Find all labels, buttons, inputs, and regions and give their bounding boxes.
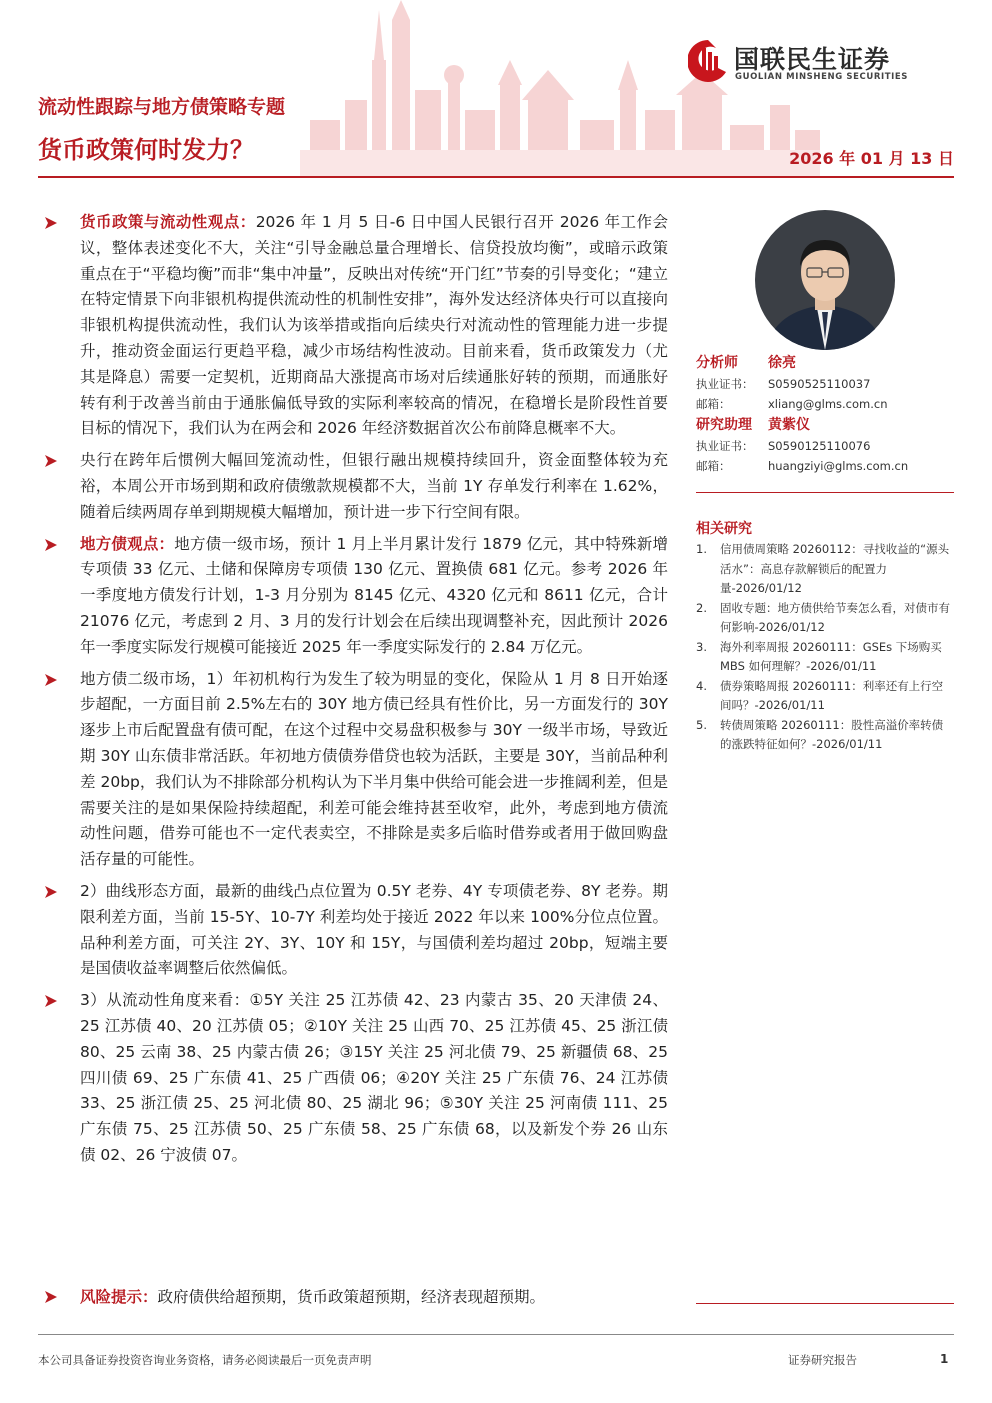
paragraph-text: 2026 年 1 月 5 日-6 日中国人民银行召开 2026 年工作会议，整体表述变化不大，关注“引导金融总量合理增长、信贷投放均衡”，或暗示政策重点在于“平稳均衡”而非“集中冲量”，反映出对传统“开门红”节奏的引导变化；“建立在特定情景下向非银机构提供流动性的机制性安排”，海外发达经济体央行可以直接向非银机构提供流动性，我们认为该举措或指向后续央行对流动性的管理能力进一步提升，推动资金面运行更趋平稳，减少市场结构性波动。目前来看，货币政策发力（尤其是降息）需要一定契机，近期商品大涨提高市场对后续通胀好转的预期，而通胀好转有利于改善当前由于通胀偏低导致的实际利率较高的情况，在稳增长是阶段性首要目标的情况下，我们认为在两会和 2026 年经济数据首次公布前降息概率不大。: [80, 213, 668, 438]
related-item[interactable]: [696, 716, 954, 755]
assistant-cert-row: [696, 436, 954, 456]
related-item-text: 信用债周策略 20260112：寻找收益的“源头活水”：高息存款解锁后的配置力量-2026/01/12: [720, 542, 950, 595]
footer-doc-type: 证券研究报告: [788, 1353, 857, 1367]
footer-disclaimer: 本公司具备证券投资咨询业务资格，请务必阅读最后一页免责声明: [38, 1353, 372, 1367]
analyst-cert: S0590525110037: [768, 377, 871, 391]
related-item-number: 1.: [696, 542, 707, 556]
related-item-number: 4.: [696, 678, 707, 693]
cert-label: 执业证书：: [696, 439, 754, 453]
arrow-bullet-icon: [44, 994, 58, 1008]
footer-divider: [38, 1334, 954, 1335]
logo-chinese-name: 国联民生证券: [734, 45, 891, 74]
cert-label: 执业证书：: [696, 377, 754, 391]
paragraph-liquidity-picks: [38, 988, 668, 1169]
arrow-bullet-icon: [44, 538, 58, 552]
related-item-number: 3.: [696, 639, 707, 654]
sidebar-divider: [696, 492, 954, 493]
arrow-bullet-icon: [44, 454, 58, 468]
analyst-info: [696, 352, 954, 476]
analyst-email-row: [696, 394, 954, 414]
paragraph-monetary-policy: [38, 210, 668, 442]
arrow-bullet-icon: [44, 885, 58, 899]
assistant-role: 研究助理: [696, 417, 752, 433]
report-date: 2026 年 01 月 13 日: [789, 149, 954, 168]
paragraph-text: 地方债一级市场，预计 1 月上半月累计发行 1879 亿元，其中特殊新增专项债 33 亿元、土储和保障房专项债 130 亿元、置换债 681 亿元。参考 2026 年一季度地方债发行计划，1-3 月分别为 8145 亿元、4320 亿元和 8611 亿元，合计 21076 亿元，考虑到 2 月、3 月的发行计划会在后续出现调整补充，因此预计 2026 年一季度实际发行规模可能接近 2025 年一季度实际发行的 2.84 万亿元。: [80, 534, 668, 656]
related-research-list: [696, 540, 954, 755]
analyst-email[interactable]: xliang@glms.com.cn: [768, 397, 888, 411]
assistant-name: 黄紫仪: [768, 417, 810, 433]
arrow-bullet-icon: [44, 673, 58, 687]
paragraph-lead: 地方债观点：: [80, 534, 175, 553]
arrow-bullet-icon: [44, 216, 58, 230]
logo-mark-icon: [688, 38, 728, 84]
header-divider: [38, 176, 954, 178]
assistant-email[interactable]: huangziyi@glms.com.cn: [768, 459, 909, 473]
analyst-role: 分析师: [696, 355, 738, 371]
main-content: [38, 210, 668, 1175]
assistant-email-row: [696, 456, 954, 476]
related-item-text: 固收专题：地方债供给节奏怎么看，对债市有何影响-2026/01/12: [720, 600, 950, 634]
paragraph-secondary-market: [38, 667, 668, 873]
paragraph-lead: 货币政策与流动性观点：: [80, 213, 256, 231]
paragraph-text: 央行在跨年后惯例大幅回笼流动性，但银行融出规模持续回升，资金面整体较为充裕，本周公开市场到期和政府债缴款规模都不大，当前 1Y 存单发行利率在 1.62%，随着后续两周存单到期规模大幅增加，预计进一步下行空间有限。: [80, 451, 668, 521]
related-item-number: 5.: [696, 717, 707, 732]
paragraph-text: 3）从流动性角度来看：①5Y 关注 25 江苏债 42、23 内蒙古 35、20 天津债 24、25 江苏债 40、20 江苏债 05；②10Y 关注 25 山西 70、25 江苏债 45、25 浙江债 80、25 云南 38、25 内蒙古债 26；③15Y 关注 25 河北债 79、25 新疆债 68、25 四川债 69、25 广东债 41、25 广西债 06；④20Y 关注 25 广东债 76、24 江苏债 33、25 浙江债 25、25 河北债 80、25 湖北 96；⑤30Y 关注 25 河南债 111、25 广东债 75、25 江苏债 50、25 广东债 58、25 广东债 68，以及新发个券 26 山东债 02、26 宁波债 07。: [80, 991, 668, 1164]
paragraph-text: 2）曲线形态方面，最新的曲线凸点位置为 0.5Y 老券、4Y 专项债老券、8Y 老券。期限利差方面，当前 15-5Y、10-7Y 利差均处于接近 2022 年以来 100%分位点位置。品种利差方面，可关注 2Y、3Y、10Y 和 15Y，与国债利差均超过 20bp，短端主要是国债收益率调整后依然偏低。: [80, 881, 668, 978]
related-item[interactable]: [696, 677, 954, 716]
related-item[interactable]: [696, 638, 954, 677]
risk-text: 政府债供给超预期，货币政策超预期，经济表现超预期。: [157, 1288, 546, 1306]
analyst-cert-row: [696, 374, 954, 394]
risk-warning: [38, 1284, 668, 1310]
related-item-text: 转债周策略 20260111：股性高溢价率转债的涨跌特征如何？-2026/01/11: [720, 717, 944, 751]
risk-lead: 风险提示：: [80, 1288, 158, 1306]
related-item[interactable]: [696, 599, 954, 638]
analyst-photo-icon: [755, 210, 895, 350]
related-item-text: 债券策略周报 20260111：利率还有上行空间吗？-2026/01/11: [720, 678, 944, 712]
paragraph-curve-shape: [38, 879, 668, 982]
page-number: 1: [940, 1352, 949, 1366]
assistant-cert: S0590125110076: [768, 439, 871, 453]
city-skyline-illustration: [300, 0, 820, 178]
report-header: [0, 0, 992, 178]
related-research-heading: 相关研究: [696, 521, 752, 537]
paragraph-local-bond-view: [38, 532, 668, 661]
sidebar-bottom-divider: [696, 1303, 954, 1304]
logo-english-name: GUOLIAN MINSHENG SECURITIES: [735, 72, 909, 82]
email-label: 邮箱：: [696, 459, 731, 473]
related-item-text: 海外利率周报 20260111：GSEs 下场购买MBS 如何理解？-2026/01/11: [720, 639, 942, 673]
related-item-number: 2.: [696, 600, 707, 615]
analyst-avatar: [755, 210, 895, 350]
assistant-role-row: [696, 414, 954, 436]
analyst-name: 徐亮: [768, 355, 796, 371]
report-series: 流动性跟踪与地方债策略专题: [38, 96, 286, 118]
email-label: 邮箱：: [696, 397, 731, 411]
analyst-role-row: [696, 352, 954, 374]
paragraph-liquidity: [38, 448, 668, 525]
report-title: 货币政策何时发力？: [38, 136, 254, 164]
arrow-bullet-icon: [44, 1290, 58, 1304]
related-item[interactable]: [696, 540, 954, 599]
paragraph-text: 地方债二级市场，1）年初机构行为发生了较为明显的变化，保险从 1 月 8 日开始逐步超配，一方面目前 2.5%左右的 30Y 地方债已经具有性价比，另一方面发行的 30Y 逐步上市后配置盘有债可配，在这个过程中交易盘积极参与 30Y 一级半市场，导致近期 30Y 山东债非常活跃。年初地方债债券借贷也较为活跃，主要是 30Y，当前品种利差 20bp，我们认为不排除部分机构认为下半月集中供给可能会进一步推阔利差，但是需要关注的是如果保险持续超配，利差可能会维持甚至收窄，此外，考虑到地方债流动性问题，借券可能也不一定代表卖空，不排除是卖多后临时借券或者用于做回购盘活存量的可能性。: [80, 669, 668, 869]
company-logo: [688, 38, 968, 88]
